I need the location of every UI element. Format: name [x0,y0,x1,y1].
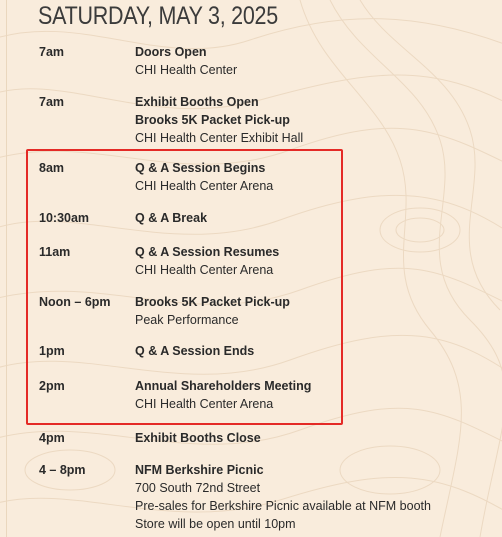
schedule-time: 11am [39,245,71,259]
highlight-box [26,149,343,425]
schedule-title: Q & A Break [135,211,208,225]
schedule-detail: Store will be open until 10pm [135,517,296,531]
schedule-time: Noon – 6pm [39,295,111,309]
left-edge-rule [6,0,7,537]
schedule-description [135,43,495,79]
schedule-title: Brooks 5K Packet Pick-up [135,113,290,127]
schedule-description [135,93,495,147]
schedule-detail: CHI Health Center Arena [135,263,274,277]
schedule-title: Brooks 5K Packet Pick-up [135,295,290,309]
schedule-detail: Peak Performance [135,313,239,327]
page-title: SATURDAY, MAY 3, 2025 [38,2,278,30]
schedule-time: 8am [39,161,65,175]
schedule-time: 7am [39,45,65,59]
schedule-title: Q & A Session Resumes [135,245,280,259]
schedule-title: Doors Open [135,45,207,59]
schedule-time: 2pm [39,379,65,393]
schedule-title: Exhibit Booths Close [135,431,261,445]
schedule-detail: CHI Health Center Arena [135,179,274,193]
schedule-title: Annual Shareholders Meeting [135,379,312,393]
schedule-detail: CHI Health Center [135,63,238,77]
schedule-description [135,429,495,447]
schedule-title: Q & A Session Ends [135,344,255,358]
schedule-detail: CHI Health Center Exhibit Hall [135,131,304,145]
schedule-detail: CHI Health Center Arena [135,397,274,411]
schedule-time: 4pm [39,431,65,445]
schedule-time: 1pm [39,344,65,358]
schedule-title: NFM Berkshire Picnic [135,463,264,477]
schedule-title: Q & A Session Begins [135,161,266,175]
schedule-title: Exhibit Booths Open [135,95,259,109]
schedule-time: 7am [39,95,65,109]
schedule-time: 10:30am [39,211,90,225]
schedule-detail: Pre-sales for Berkshire Picnic available at NFM booth [135,499,431,513]
schedule-detail: 700 South 72nd Street [135,481,261,495]
schedule-time: 4 – 8pm [39,463,86,477]
schedule-description [135,461,495,533]
